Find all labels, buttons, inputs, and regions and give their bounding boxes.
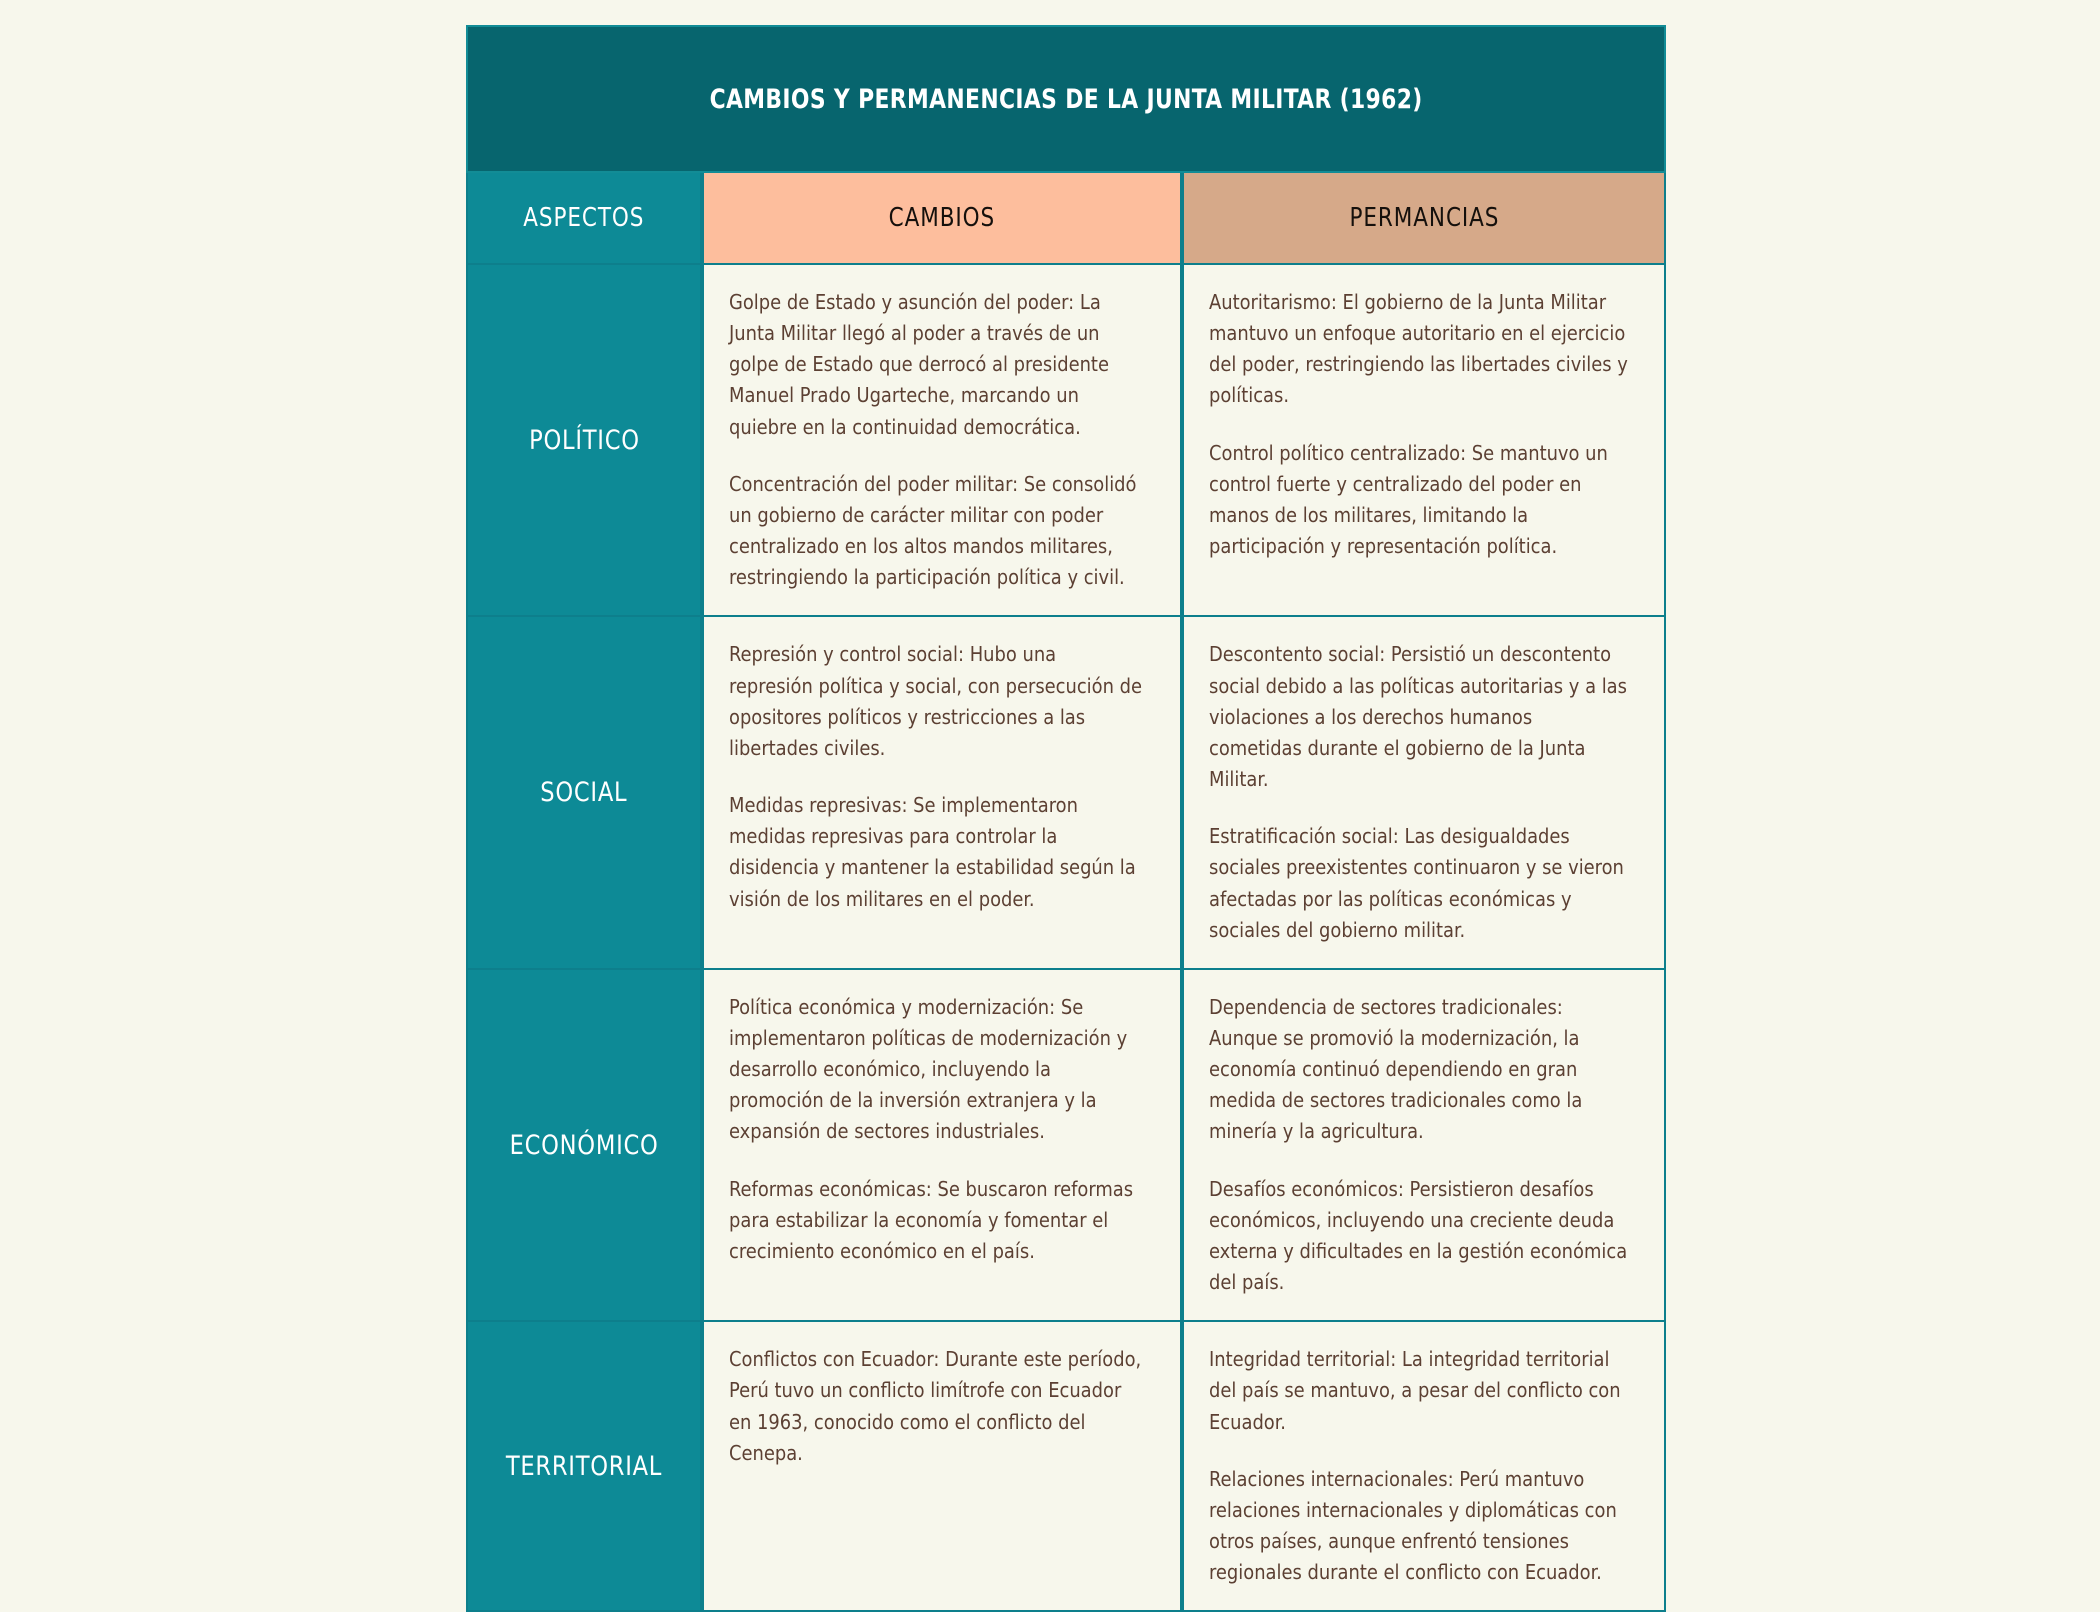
table-row-aspect-economico: [466, 970, 702, 1322]
cell-economico-permancias: [1182, 970, 1666, 1322]
cell-politico-permancias: [1182, 265, 1666, 617]
paragraph: Conflictos con Ecuador: Durante este período, Perú tuvo un conflicto limítrofe con Ecuador en 1963, conocido como el conflicto del Cenepa.: [729, 1347, 1142, 1465]
paragraph: Autoritarismo: El gobierno de la Junta Militar mantuvo un enfoque autoritario en el ejercicio del poder, restringiendo las libertades civiles y políticas.: [1209, 290, 1628, 408]
paragraph: Concentración del poder militar: Se consolidó un gobierno de carácter militar con poder centralizado en los altos mandos militares, restringiendo la participación política y civil.: [729, 471, 1137, 590]
table-row-aspect-social: [466, 617, 702, 969]
cell-politico-cambios: [702, 265, 1182, 617]
column-header-permancias-label: PERMANCIAS: [1349, 203, 1499, 233]
aspect-label: ECONÓMICO: [509, 1129, 659, 1161]
paragraph: Relaciones internacionales: Perú mantuvo relaciones internacionales y diplomáticas con otros países, aunque enfrentó tensiones regionales durante el conflicto con Ecuador.: [1209, 1466, 1617, 1585]
paragraph: Desafíos económicos: Persistieron desafíos económicos, incluyendo una creciente deuda externa y dificultades en la gestión económica del país.: [1209, 1176, 1628, 1295]
comparison-table: [466, 25, 1666, 1612]
table-grid: [466, 173, 1666, 1612]
column-header-permancias: [1182, 173, 1666, 265]
paragraph: Represión y control social: Hubo una represión política y social, con persecución de opositores políticos y restricciones a las libertades civiles.: [729, 642, 1142, 760]
table-title-bar: [466, 25, 1666, 173]
column-header-aspectos: [466, 173, 702, 265]
table-row-aspect-politico: [466, 265, 702, 617]
aspect-label: POLÍTICO: [528, 424, 640, 456]
table-row-aspect-territorial: [466, 1322, 702, 1612]
aspect-label: SOCIAL: [540, 777, 628, 809]
cell-economico-cambios: [702, 970, 1182, 1322]
paragraph: Control político centralizado: Se mantuvo un control fuerte y centralizado del poder en manos de los militares, limitando la participación y representación política.: [1209, 440, 1608, 559]
paragraph: Descontento social: Persistió un descontento social debido a las políticas autoritarias y a las violaciones a los derechos humanos cometidas durante el gobierno de la Junta Militar.: [1209, 642, 1627, 792]
cell-social-permancias: [1182, 617, 1666, 969]
cell-territorial-permancias: [1182, 1322, 1666, 1612]
cell-territorial-cambios: [702, 1322, 1182, 1612]
paragraph: Estratificación social: Las desigualdades sociales preexistentes continuaron y se vieron afectadas por las políticas económicas y sociales del gobierno militar.: [1209, 824, 1624, 942]
paragraph: Reformas económicas: Se buscaron reformas para estabilizar la economía y fomentar el crecimiento económico en el país.: [729, 1176, 1134, 1263]
cell-social-cambios: [702, 617, 1182, 969]
paragraph: Dependencia de sectores tradicionales: Aunque se promovió la modernización, la economía continuó dependiendo en gran medida de sectores tradicionales como la minería y la agricultura.: [1209, 994, 1583, 1144]
page-title: CAMBIOS Y PERMANENCIAS DE LA JUNTA MILITAR (1962): [709, 83, 1423, 115]
column-header-cambios-label: CAMBIOS: [888, 203, 996, 233]
column-header-cambios: [702, 173, 1182, 265]
paragraph: Política económica y modernización: Se implementaron políticas de modernización y desarrollo económico, incluyendo la promoción de la inversión extranjera y la expansión de sectores industriales.: [729, 994, 1128, 1144]
paragraph: Integridad territorial: La integridad territorial del país se mantuvo, a pesar del conflicto con Ecuador.: [1209, 1347, 1621, 1434]
aspect-label: TERRITORIAL: [505, 1450, 663, 1482]
column-header-aspectos-label: ASPECTOS: [523, 203, 645, 233]
paragraph: Medidas represivas: Se implementaron medidas represivas para controlar la disidencia y mantener la estabilidad según la visión de los militares en el poder.: [729, 793, 1136, 911]
paragraph: Golpe de Estado y asunción del poder: La Junta Militar llegó al poder a través de un golpe de Estado que derrocó al presidente Manuel Prado Ugarteche, marcando un quiebre en la continuidad democrática.: [729, 290, 1109, 439]
